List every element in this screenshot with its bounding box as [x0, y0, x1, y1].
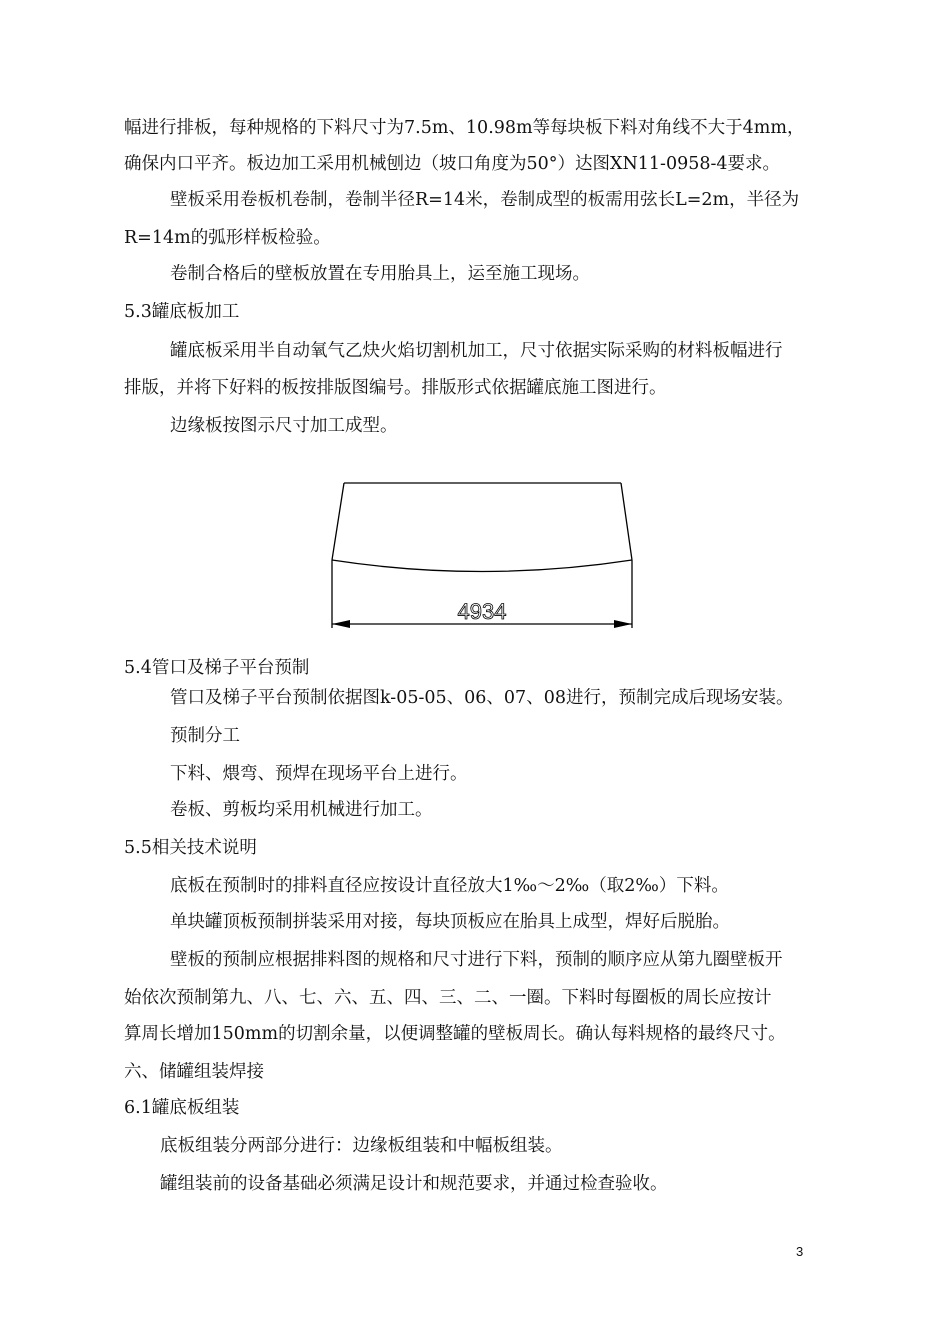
paragraph-line: 幅进行排板，每种规格的下料尺寸为7.5m、10.98m等每块板下料对角线不大于4mm， — [124, 118, 805, 138]
paragraph-line: 卷制合格后的壁板放置在专用胎具上，运至施工现场。 — [170, 264, 590, 284]
section-heading: 六、储罐组装焊接 — [124, 1062, 264, 1082]
section-heading: 5.4管口及梯子平台预制 — [124, 658, 310, 678]
paragraph-line: 底板组装分两部分进行：边缘板组装和中幅板组装。 — [160, 1136, 563, 1156]
paragraph-line: 始依次预制第九、八、七、六、五、四、三、二、一圈。下料时每圈板的周长应按计 — [124, 988, 772, 1008]
plate-left-edge — [332, 483, 344, 560]
paragraph-line: 罐组装前的设备基础必须满足设计和规范要求，并通过检查验收。 — [160, 1174, 668, 1194]
paragraph-line: 壁板采用卷板机卷制，卷制半径R=14米，卷制成型的板需用弦长L=2m，半径为 — [170, 190, 800, 210]
edge-plate-diagram — [328, 478, 638, 630]
paragraph-line: 单块罐顶板预制拼装采用对接，每块顶板应在胎具上成型，焊好后脱胎。 — [170, 912, 730, 932]
paragraph-line: 壁板的预制应根据排料图的规格和尺寸进行下料，预制的顺序应从第九圈壁板开 — [170, 950, 783, 970]
paragraph-line: 排版，并将下好料的板按排版图编号。排版形式依据罐底施工图进行。 — [124, 378, 667, 398]
paragraph-line: 算周长增加150mm的切割余量，以便调整罐的壁板周长。确认每料规格的最终尺寸。 — [124, 1024, 786, 1044]
paragraph-line: R=14m的弧形样板检验。 — [124, 228, 331, 248]
plate-right-edge — [621, 483, 632, 560]
dimension-arrow-right — [614, 620, 632, 628]
section-heading: 5.5相关技术说明 — [124, 838, 257, 858]
paragraph-line: 边缘板按图示尺寸加工成型。 — [170, 416, 398, 436]
section-heading: 6.1罐底板组装 — [124, 1098, 240, 1118]
paragraph-line: 预制分工 — [170, 726, 240, 746]
plate-bottom-arc — [332, 560, 632, 572]
paragraph-line: 下料、煨弯、预焊在现场平台上进行。 — [170, 764, 468, 784]
page-number: 3 — [796, 1244, 804, 1259]
paragraph-line: 罐底板采用半自动氧气乙炔火焰切割机加工，尺寸依据实际采购的材料板幅进行 — [170, 341, 783, 361]
dimension-arrow-left — [332, 620, 350, 628]
dimension-label: 4934 — [457, 599, 507, 624]
paragraph-line: 管口及梯子平台预制依据图k-05-05、06、07、08进行，预制完成后现场安装。 — [170, 688, 794, 708]
section-heading: 5.3罐底板加工 — [124, 302, 240, 322]
paragraph-line: 卷板、剪板均采用机械进行加工。 — [170, 800, 433, 820]
paragraph-line: 确保内口平齐。板边加工采用机械刨边（坡口角度为50°）达图XN11-0958-4要求。 — [124, 154, 781, 174]
paragraph-line: 底板在预制时的排料直径应按设计直径放大1‰～2‰（取2‰）下料。 — [170, 876, 729, 896]
